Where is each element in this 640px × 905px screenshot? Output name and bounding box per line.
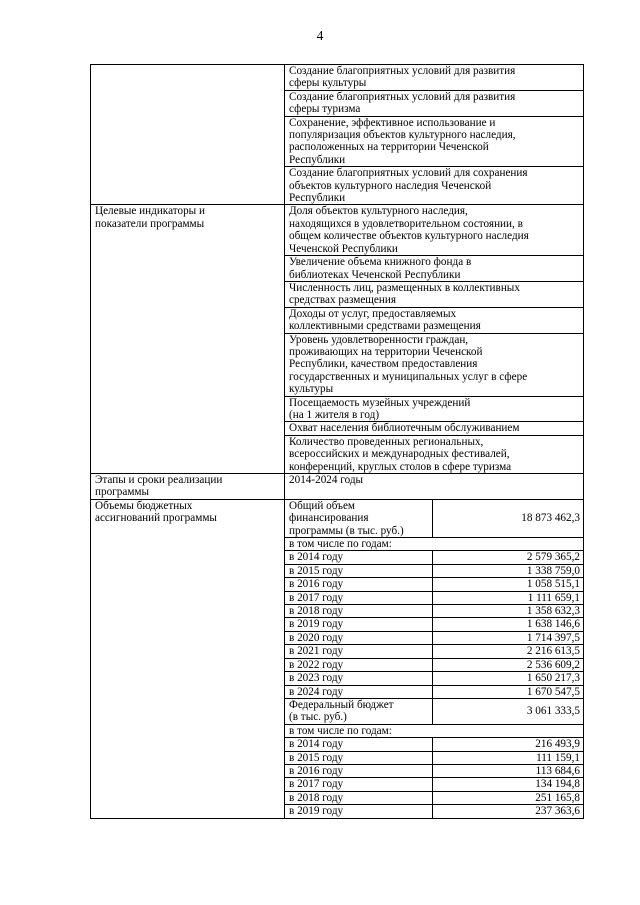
federal-year-row (285, 791, 583, 804)
year-label: в 2020 году (285, 631, 433, 644)
year-value: 134 194,8 (433, 778, 584, 791)
text-line: сферы туризма (289, 103, 361, 116)
empty-label-cell (91, 65, 285, 205)
financing-subheader-row (285, 538, 583, 551)
year-value: 1 670 547,5 (433, 685, 584, 698)
text-line: финансирования (289, 512, 369, 525)
indicators-list-cell (285, 205, 584, 474)
table-row (91, 499, 584, 818)
financing-year-row (285, 564, 583, 577)
year-label: в 2019 году (285, 805, 433, 818)
text-line: Объемы бюджетных (95, 499, 193, 512)
text-line: Чеченской Республики (289, 242, 398, 255)
year-label: в 2018 году (285, 791, 433, 804)
year-value: 1 714 397,5 (433, 631, 584, 644)
year-label: в 2018 году (285, 605, 433, 618)
financing-table (285, 500, 583, 818)
year-value: 237 363,6 (433, 805, 584, 818)
text-line: всероссийских и международных фестивалей, (289, 448, 510, 461)
text-line: библиотеках Чеченской Республики (289, 268, 461, 281)
text-line: Создание благоприятных условий для развития (289, 90, 516, 103)
text-line: Федеральный бюджет (289, 698, 394, 711)
year-label: в 2021 году (285, 645, 433, 658)
year-value: 1 638 146,6 (433, 618, 584, 631)
year-value: 2 216 613,5 (433, 645, 584, 658)
financing-year-row (285, 605, 583, 618)
table-row (91, 205, 584, 474)
federal-year-row (285, 764, 583, 777)
year-value: 111 159,1 (433, 751, 584, 764)
text-line: сферы культуры (289, 77, 367, 90)
federal-year-row (285, 751, 583, 764)
federal-label (285, 698, 433, 724)
financing-year-row (285, 631, 583, 644)
financing-year-row (285, 618, 583, 631)
list-item (285, 65, 583, 90)
financing-total-row (285, 500, 583, 538)
text-line: ассигнований программы (95, 512, 217, 525)
text-line: Республики, качеством предоставления (289, 358, 478, 371)
list-item (285, 90, 583, 116)
text-line: Увеличение объема книжного фонда в (289, 256, 472, 269)
year-label: в 2016 году (285, 764, 433, 777)
text-line: Численность лиц, размещенных в коллективных (289, 281, 520, 294)
federal-year-row (285, 778, 583, 791)
year-value: 2 536 609,2 (433, 658, 584, 671)
text-line: Охват населения библиотечным обслуживанием (289, 422, 520, 435)
text-line: Уровень удовлетворенности граждан, (289, 333, 469, 346)
list-item (285, 255, 583, 281)
text-line: проживающих на территории Чеченской (289, 345, 483, 358)
year-value: 1 358 632,3 (433, 605, 584, 618)
total-label (285, 500, 433, 538)
list-item (285, 421, 583, 434)
text-line: объектов культурного наследия Чеченской (289, 179, 492, 192)
text-line: (в тыс. руб.) (289, 711, 347, 724)
table-row (91, 65, 584, 205)
list-item (285, 166, 583, 204)
list-item (285, 307, 583, 333)
program-passport-table (90, 64, 584, 819)
year-value: 1 650 217,3 (433, 672, 584, 685)
year-label: в 2015 году (285, 564, 433, 577)
text-line: Республики (289, 153, 346, 166)
financing-year-row (285, 645, 583, 658)
text-line: государственных и муниципальных услуг в сфере (289, 370, 528, 383)
federal-by-years-label: в том числе по годам: (285, 724, 583, 737)
federal-subheader-row (285, 724, 583, 737)
year-label: в 2017 году (285, 778, 433, 791)
financing-year-row (285, 658, 583, 671)
year-label: в 2017 году (285, 591, 433, 604)
table-row (91, 474, 584, 500)
text-line: Количество проведенных региональных, (289, 435, 484, 448)
text-line: Создание благоприятных условий для развития (289, 65, 516, 77)
stages-value-cell: 2014-2024 годы (285, 474, 584, 500)
text-line: (на 1 жителя в год) (289, 408, 380, 421)
financing-year-row (285, 578, 583, 591)
indicators-label-cell (91, 205, 285, 474)
text-line: конференций, круглых столов в сфере туризма (289, 460, 512, 473)
year-label: в 2016 году (285, 578, 433, 591)
financing-year-row (285, 591, 583, 604)
year-value: 1 338 759,0 (433, 564, 584, 577)
text-line: Сохранение, эффективное использование и (289, 116, 496, 129)
text-line: Этапы и сроки реализации (95, 474, 223, 486)
financing-year-row (285, 672, 583, 685)
text-line: Доля объектов культурного наследия, (289, 205, 468, 218)
financing-year-row (285, 685, 583, 698)
list-item (285, 333, 583, 396)
federal-year-row (285, 805, 583, 818)
list-item (285, 396, 583, 422)
text-line: общем количестве объектов культурного наследия (289, 230, 529, 243)
financing-year-row (285, 551, 583, 564)
text-line: Республики (289, 192, 346, 205)
text-line: средствах размещения (289, 294, 396, 307)
text-line: Посещаемость музейных учреждений (289, 396, 471, 409)
year-value: 1 058 515,1 (433, 578, 584, 591)
year-value: 113 684,6 (433, 764, 584, 777)
text-line: программы (95, 486, 149, 499)
list-item (285, 281, 583, 307)
text-line: коллективными средствами размещения (289, 320, 481, 333)
text-line: расположенных на территории Чеченской (289, 141, 489, 154)
federal-year-row (285, 738, 583, 751)
text-line: Доходы от услуг, предоставляемых (289, 307, 457, 320)
year-label: в 2024 году (285, 685, 433, 698)
year-value: 216 493,9 (433, 738, 584, 751)
text-line: культуры (289, 383, 334, 396)
year-label: в 2019 году (285, 618, 433, 631)
year-label: в 2014 году (285, 738, 433, 751)
financing-label-cell (91, 499, 285, 818)
text-line: популяризация объектов культурного наследия, (289, 129, 516, 142)
total-value: 18 873 462,3 (521, 512, 580, 525)
text-line: находящихся в удовлетворительном состоянии, в (289, 217, 523, 230)
year-label: в 2022 году (285, 658, 433, 671)
task-list-cell (285, 65, 584, 205)
list-item (285, 116, 583, 167)
year-value: 251 165,8 (433, 791, 584, 804)
by-years-label: в том числе по годам: (285, 538, 583, 551)
year-label: в 2015 году (285, 751, 433, 764)
text-line: Целевые индикаторы и (95, 205, 205, 218)
list-item (285, 205, 583, 255)
year-label: в 2023 году (285, 672, 433, 685)
text-line: Общий объем (289, 499, 355, 512)
text-line: показатели программы (95, 217, 205, 230)
list-item (285, 435, 583, 473)
year-value: 2 579 365,2 (433, 551, 584, 564)
financing-cell (285, 499, 584, 818)
page-number: 4 (316, 28, 324, 43)
year-value: 1 111 659,1 (433, 591, 584, 604)
federal-value: 3 061 333,5 (433, 698, 584, 724)
text-line: Создание благоприятных условий для сохранения (289, 167, 528, 180)
stages-label-cell (91, 474, 285, 500)
federal-total-row (285, 698, 583, 724)
text-line: программы (в тыс. руб.) (289, 524, 404, 537)
year-label: в 2014 году (285, 551, 433, 564)
